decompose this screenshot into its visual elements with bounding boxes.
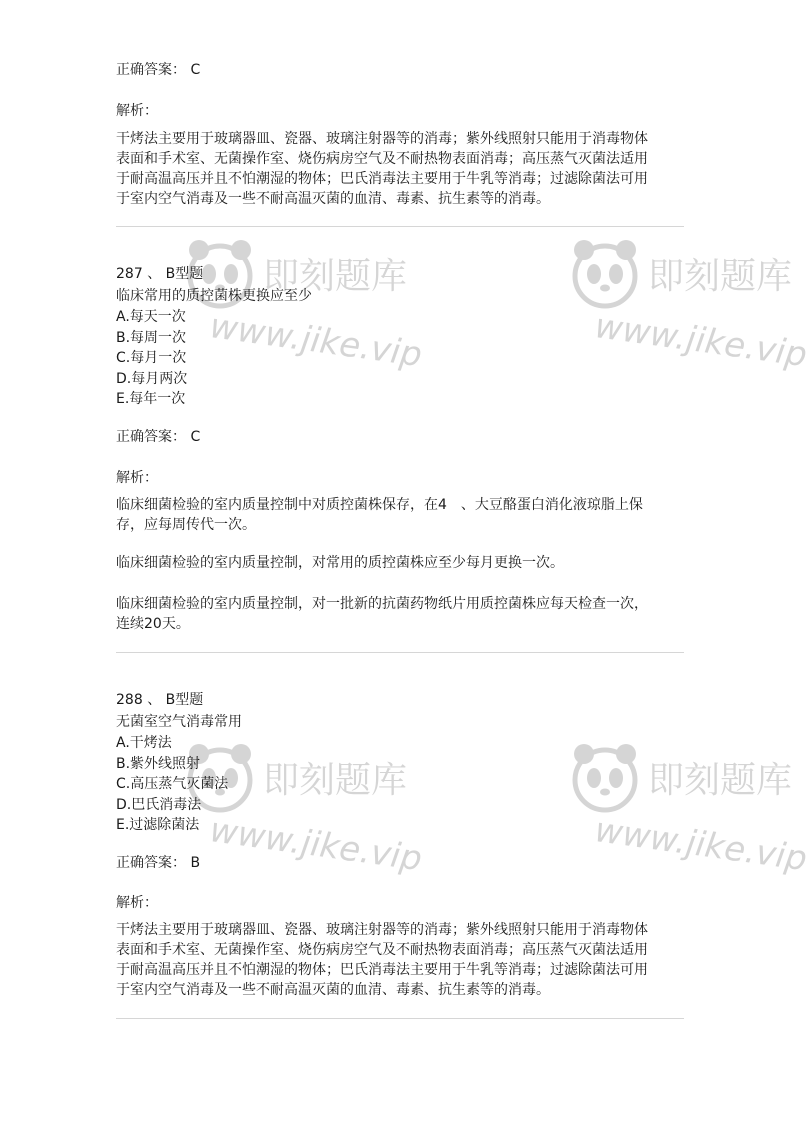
watermark-brand: 即刻题库 bbox=[263, 760, 408, 801]
explanation-paragraph: 临床细菌检验的室内质量控制，对常用的质控菌株应至少每月更换一次。 bbox=[116, 555, 564, 571]
answer-line: 正确答案： C bbox=[116, 62, 201, 78]
option-b: B.每周一次 bbox=[116, 329, 187, 346]
option-d: D.每月两次 bbox=[116, 370, 188, 387]
watermark-url: www.jike.vip bbox=[207, 306, 425, 376]
watermark-brand: 即刻题库 bbox=[263, 256, 408, 297]
divider bbox=[116, 1018, 684, 1019]
watermark-url: www.jike.vip bbox=[592, 306, 809, 376]
panda-logo-icon bbox=[570, 740, 640, 816]
answer-value: C bbox=[190, 62, 201, 78]
answer-line: 正确答案： B bbox=[116, 855, 201, 871]
watermark-url: www.jike.vip bbox=[592, 810, 809, 880]
option-list bbox=[116, 307, 187, 410]
option-a: A.每天一次 bbox=[116, 309, 186, 325]
divider bbox=[116, 226, 684, 227]
answer-line: 正确答案： C bbox=[116, 429, 201, 445]
explanation-paragraph: 临床细菌检验的室内质量控制，对一批新的抗菌药物纸片用质控菌株应每天检查一次， 连续20天。 bbox=[116, 596, 648, 632]
answer-value: B bbox=[190, 855, 201, 871]
explanation-label: 解析： bbox=[116, 895, 158, 911]
option-list bbox=[116, 733, 228, 836]
watermark-url: www.jike.vip bbox=[207, 810, 425, 880]
explanation-text: 干烤法主要用于玻璃器皿、瓷器、玻璃注射器等的消毒；紫外线照射只能用于消毒物体 表面和手术室、无菌操作室、烧伤病房空气及不耐热物表面消毒；高压蒸气灭菌法适用 于耐高温高压并且不怕潮湿的物体；巴氏消毒法主要用于牛乳等消毒；过滤除菌法可用 于室内空气消毒及一些不耐高温灭菌的血清、毒素、抗生素等的消毒。 bbox=[116, 922, 648, 998]
divider bbox=[116, 652, 684, 653]
panda-logo-icon bbox=[570, 236, 640, 312]
option-e: E.过滤除菌法 bbox=[116, 817, 200, 833]
option-a: A.干烤法 bbox=[116, 735, 172, 751]
question-stem: 临床常用的质控菌株更换应至少 bbox=[116, 288, 312, 304]
option-c: C.高压蒸气灭菌法 bbox=[116, 776, 229, 792]
option-d: D.巴氏消毒法 bbox=[116, 796, 202, 813]
option-c: C.每月一次 bbox=[116, 350, 187, 366]
option-b: B.紫外线照射 bbox=[116, 755, 201, 772]
watermark bbox=[185, 236, 425, 376]
watermark bbox=[570, 740, 809, 880]
question-header: 288 、 B型题 bbox=[116, 692, 204, 708]
watermark-brand: 即刻题库 bbox=[648, 760, 793, 801]
explanation-label: 解析： bbox=[116, 470, 158, 486]
question-header: 287 、 B型题 bbox=[116, 266, 204, 282]
explanation-paragraph: 临床细菌检验的室内质量控制中对质控菌株保存，在4 、大豆酪蛋白消化液琼脂上保 存，应每周传代一次。 bbox=[116, 497, 643, 533]
explanation-text: 干烤法主要用于玻璃器皿、瓷器、玻璃注射器等的消毒；紫外线照射只能用于消毒物体 表面和手术室、无菌操作室、烧伤病房空气及不耐热物表面消毒；高压蒸气灭菌法适用 于耐高温高压并且不怕潮湿的物体；巴氏消毒法主要用于牛乳等消毒；过滤除菌法可用 于室内空气消毒及一些不耐高温灭菌的血清、毒素、抗生素等的消毒。 bbox=[116, 131, 648, 207]
watermark bbox=[570, 236, 809, 376]
option-e: E.每年一次 bbox=[116, 391, 186, 407]
answer-value: C bbox=[190, 429, 201, 445]
explanation-label: 解析： bbox=[116, 103, 158, 119]
watermark-brand: 即刻题库 bbox=[648, 256, 793, 297]
question-stem: 无菌室空气消毒常用 bbox=[116, 714, 242, 730]
